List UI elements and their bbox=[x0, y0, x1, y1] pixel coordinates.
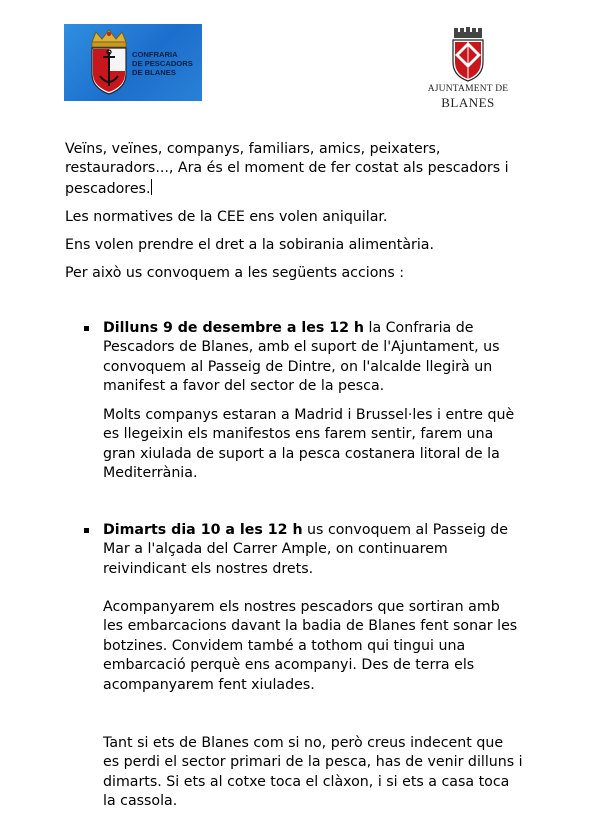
action-tuesday-date: Dimarts dia 10 a les 12 h bbox=[103, 522, 303, 538]
bullet-marker bbox=[84, 326, 89, 331]
action-monday-extra: Molts companys estaran a Madrid i Brussel·les i entre què es llegeixin els manifestos ens farem sentir, farem una gran xiulada de suport a la pesca costanera litoral de la Mediterrània. bbox=[103, 407, 515, 482]
text-cursor bbox=[151, 179, 152, 195]
action-tuesday bbox=[103, 521, 523, 579]
bullet-marker bbox=[84, 528, 89, 533]
ajuntament-logo bbox=[420, 24, 516, 110]
ajuntament-logo-line1: AJUNTAMENT DE bbox=[427, 84, 509, 94]
confraria-logo-line2: DE PESCADORS bbox=[132, 59, 193, 68]
ajuntament-shield-icon bbox=[448, 26, 488, 82]
convocatoria-paragraph: Per això us convoquem a les següents accions : bbox=[65, 265, 405, 281]
action-monday-date: Dilluns 9 de desembre a les 12 h bbox=[103, 320, 364, 336]
action-tuesday-text: us convoquem al Passeig de Mar a l'alçada del Carrer Ample, on continuarem reivindicant els nostres drets. bbox=[103, 522, 509, 577]
intro-paragraph bbox=[65, 140, 535, 199]
confraria-logo-text bbox=[132, 50, 202, 77]
confraria-logo-line1: CONFRARIA bbox=[132, 50, 178, 59]
confraria-crest-icon bbox=[84, 28, 134, 96]
action-monday-text: la Confraria de Pescadors de Blanes, amb el suport de l'Ajuntament, us convoquem al Passeig de Dintre, on l'alcalde llegirà un manifest a favor del sector de la pesca. bbox=[103, 320, 500, 395]
confraria-logo-line3: DE BLANES bbox=[132, 68, 176, 77]
ajuntament-logo-line2: BLANES bbox=[441, 95, 495, 110]
sobirania-paragraph: Ens volen prendre el dret a la sobirania alimentària. bbox=[65, 237, 435, 253]
action-monday bbox=[103, 319, 523, 397]
action-tuesday-extra: Acompanyarem els nostres pescadors que sortiran amb les embarcacions davant la badia de Blanes fent sonar les botzines. Convidem també a tothom qui tingui una embarcació perquè ens acompanyi. Des de terra els acompanyarem fent xiulades. bbox=[103, 599, 518, 693]
confraria-logo bbox=[64, 24, 202, 101]
cee-paragraph: Les normatives de la CEE ens volen aniquilar. bbox=[65, 209, 388, 225]
intro-text: Veïns, veïnes, companys, familiars, amics, peixaters, restauradors..., Ara és el moment de fer costat als pescadors i pescadores. bbox=[65, 141, 509, 197]
closing-paragraph: Tant si ets de Blanes com si no, però creus indecent que es perdi el sector primari de la pesca, has de venir dilluns i dimarts. Si ets al cotxe toca el clàxon, i si ets a casa toca la cassola. bbox=[103, 735, 523, 810]
